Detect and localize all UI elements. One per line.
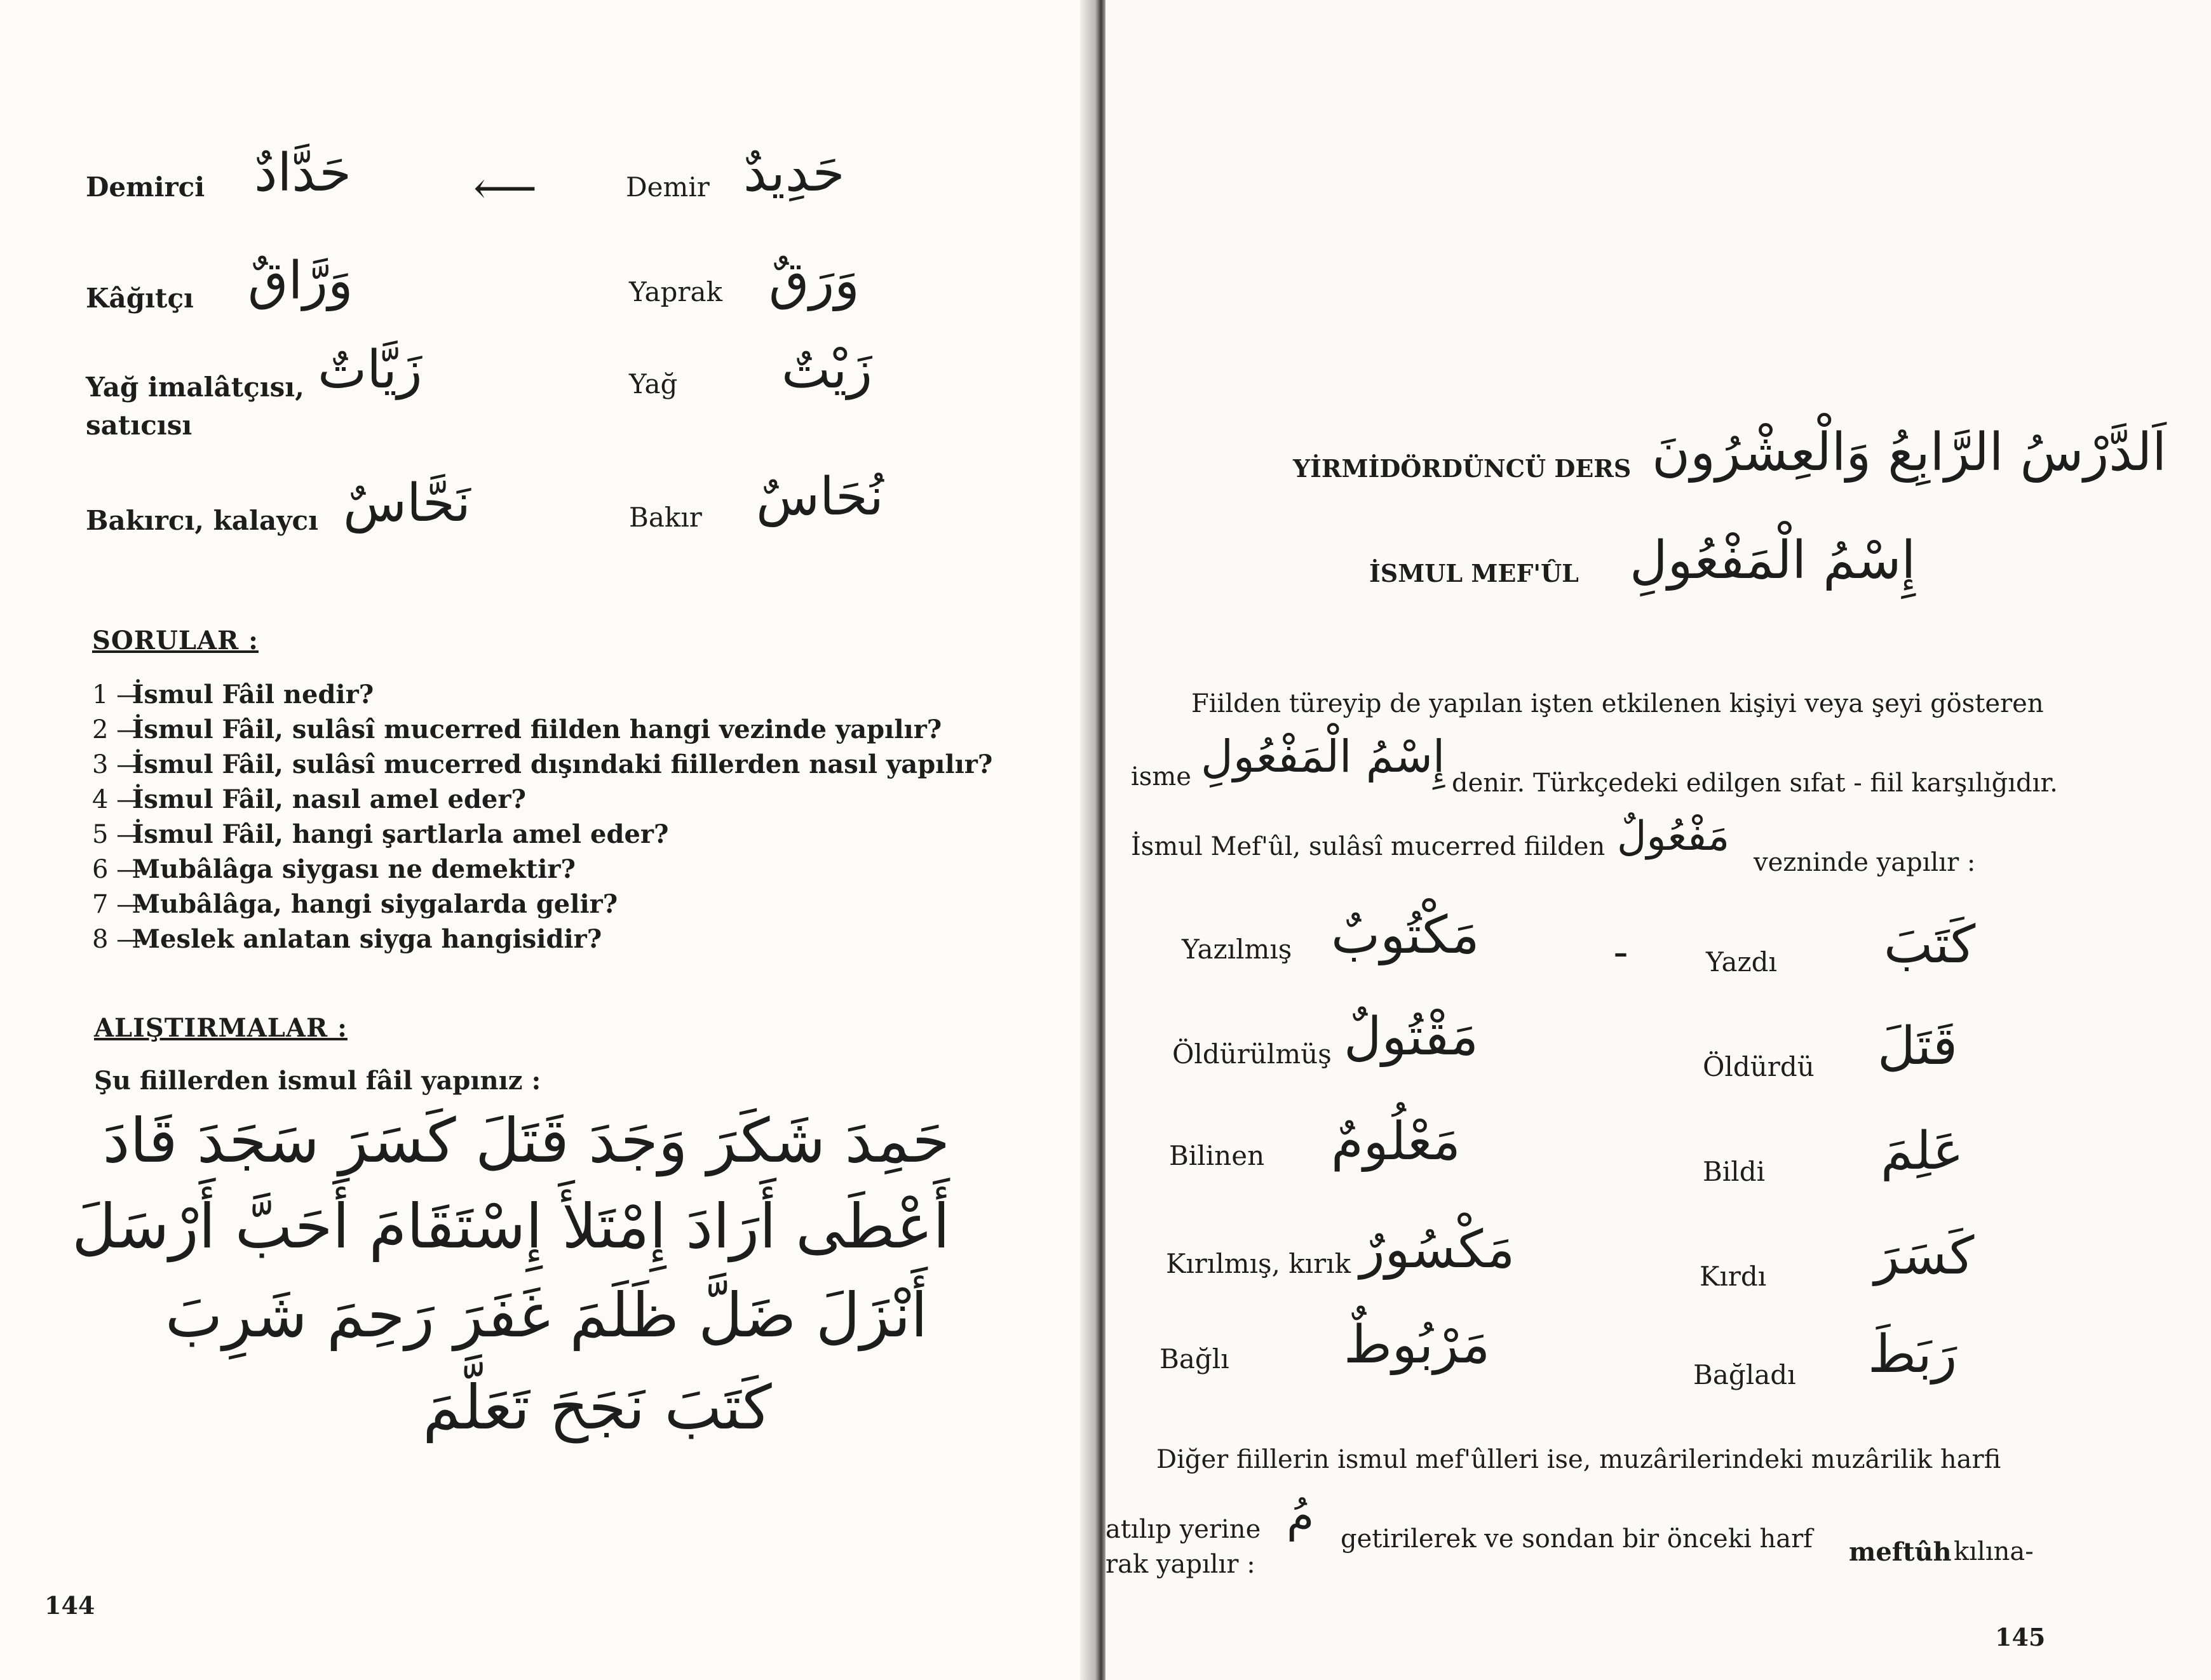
left-page xyxy=(0,0,1086,1680)
outro-line-2a: atılıp yerine xyxy=(1106,1515,1261,1544)
question-number: 8 — xyxy=(92,925,142,954)
example-ar-2: مَقْتُولٌ xyxy=(1344,1007,1479,1067)
intro-line-2-ar: إِسْمُ الْمَفْعُولِ xyxy=(1201,730,1445,783)
vocab-tr-4: Bakırcı, kalaycı xyxy=(86,505,319,536)
exercise-row-2: أَعْطَى أَرَادَ إِمْتَلأَ إِسْتَقَامَ أَحَبَّ أَرْسَلَ xyxy=(72,1191,950,1262)
question-item xyxy=(92,819,668,849)
vocab-base-tr-1: Demir xyxy=(626,171,710,203)
intro-line-3b: vezninde yapılır : xyxy=(1754,848,1976,877)
question-item xyxy=(92,715,942,744)
subject-title: İSMUL MEF'ÛL xyxy=(1369,559,1579,588)
exercise-row-1: حَمِدَ شَكَرَ وَجَدَ قَتَلَ كَسَرَ سَجَدَ قَادَ xyxy=(102,1105,950,1176)
example-ar-1: مَكْتُوبٌ xyxy=(1331,905,1480,965)
example-tr-4: Kırılmış, kırık xyxy=(1166,1248,1351,1279)
vocab-base-tr-2: Yaprak xyxy=(629,276,722,307)
question-item xyxy=(92,889,618,919)
lesson-title: YİRMİDÖRDÜNCÜ DERS xyxy=(1293,454,1632,483)
intro-line-2b: denir. Türkçedeki edilgen sıfat - fiil karşılığıdır. xyxy=(1452,769,2058,798)
question-number: 5 — xyxy=(92,820,142,849)
intro-line-2a: isme xyxy=(1131,762,1191,791)
example-tr-5: Bağlı xyxy=(1160,1343,1229,1374)
example-verb-tr-3: Bildi xyxy=(1703,1156,1766,1187)
vocab-tr-3: Yağ imalâtçısı, xyxy=(86,372,304,403)
example-verb-tr-1: Yazdı xyxy=(1706,946,1777,978)
page-number-right: 145 xyxy=(1995,1623,2046,1651)
example-ar-4: مَكْسُورٌ xyxy=(1360,1220,1515,1280)
vocab-base-tr-4: Bakır xyxy=(629,502,702,533)
question-number: 7 — xyxy=(92,890,142,919)
example-tr-2: Öldürülmüş xyxy=(1172,1038,1332,1070)
vocab-tr-1: Demirci xyxy=(86,171,205,203)
question-text: İsmul Fâil nedir? xyxy=(132,680,374,709)
question-item xyxy=(92,854,576,884)
question-item xyxy=(92,749,992,779)
exercises-heading: ALIŞTIRMALAR : xyxy=(94,1013,348,1043)
outro-line-1: Diğer fiillerin ismul mef'ûlleri ise, muzârilerindeki muzârilik harfi xyxy=(1156,1445,2001,1474)
question-item xyxy=(92,784,526,814)
exercise-row-4: كَتَبَ نَجَحَ تَعَلَّمَ xyxy=(423,1372,772,1443)
question-text: Meslek anlatan siyga hangisidir? xyxy=(132,924,602,954)
question-text: İsmul Fâil, sulâsî mucerred dışındaki fiillerden nasıl yapılır? xyxy=(132,749,993,779)
questions-heading: SORULAR : xyxy=(92,626,259,655)
vocab-ar-3: زَيَّاتٌ xyxy=(318,340,423,400)
vocab-base-ar-1: حَدِيدٌ xyxy=(743,143,845,203)
question-number: 1 — xyxy=(92,680,142,709)
vocab-tr-3b: satıcısı xyxy=(86,410,193,441)
vocab-base-tr-3: Yağ xyxy=(629,368,678,400)
example-verb-tr-4: Kırdı xyxy=(1700,1261,1767,1292)
vocab-ar-1: حَدَّادٌ xyxy=(254,143,352,203)
vocab-base-ar-4: نُحَاسٌ xyxy=(756,467,884,527)
question-text: Mubâlâga, hangi siygalarda gelir? xyxy=(132,889,618,919)
exercise-instruction: Şu fiillerden ismul fâil yapınız : xyxy=(94,1066,541,1096)
question-text: İsmul Fâil, nasıl amel eder? xyxy=(132,784,526,814)
outro-line-3: rak yapılır : xyxy=(1106,1550,1255,1579)
outro-line-2-bold: meftûh xyxy=(1849,1537,1952,1567)
intro-line-3-ar: مَفْعُولٌ xyxy=(1617,813,1730,860)
exercise-row-3: أَنْزَلَ ضَلَّ ظَلَمَ غَفَرَ رَحِمَ شَرِبَ xyxy=(165,1280,928,1351)
example-ar-5: مَرْبُوطٌ xyxy=(1344,1315,1491,1375)
example-tr-3: Bilinen xyxy=(1169,1140,1265,1171)
question-text: Mubâlâga siygası ne demektir? xyxy=(132,854,576,884)
example-verb-ar-4: كَسَرَ xyxy=(1874,1226,1975,1286)
question-text: İsmul Fâil, sulâsî mucerred fiilden hangi vezinde yapılır? xyxy=(132,715,942,744)
right-page xyxy=(1106,0,2211,1680)
vocab-base-ar-2: وَرَقٌ xyxy=(769,251,860,311)
arrow-left-icon: ⟵ xyxy=(473,162,538,214)
lesson-title-ar: اَلدَّرْسُ الرَّابِعُ وَالْعِشْرُونَ xyxy=(1652,422,2167,483)
example-dash: – xyxy=(1614,937,1628,969)
question-number: 3 — xyxy=(92,750,142,779)
subject-title-ar: إِسْمُ الْمَفْعُولِ xyxy=(1630,530,1916,591)
example-verb-tr-2: Öldürdü xyxy=(1703,1051,1815,1082)
question-item xyxy=(92,680,374,709)
example-verb-ar-3: عَلِمَ xyxy=(1881,1121,1964,1181)
vocab-ar-2: وَرَّاقٌ xyxy=(248,251,353,311)
example-verb-ar-2: قَتَلَ xyxy=(1877,1016,1958,1077)
intro-line-3a: İsmul Mef'ûl, sulâsî mucerred fiilden xyxy=(1131,832,1606,861)
question-text: İsmul Fâil, hangi şartlarla amel eder? xyxy=(132,819,669,849)
question-item xyxy=(92,924,602,954)
outro-line-2-ar: مُ xyxy=(1287,1489,1315,1542)
example-verb-ar-1: كَتَبَ xyxy=(1884,915,1976,975)
example-tr-1: Yazılmış xyxy=(1182,934,1292,965)
question-number: 4 — xyxy=(92,785,142,814)
outro-line-2b: getirilerek ve sondan bir önceki harf xyxy=(1341,1524,1813,1554)
vocab-base-ar-3: زَيْتٌ xyxy=(781,340,872,400)
example-verb-tr-5: Bağladı xyxy=(1693,1359,1796,1390)
question-number: 2 — xyxy=(92,715,142,744)
question-number: 6 — xyxy=(92,855,142,884)
example-ar-3: مَعْلُومٌ xyxy=(1331,1112,1461,1172)
vocab-tr-2: Kâğıtçı xyxy=(86,283,194,314)
intro-line-1: Fiilden türeyip de yapılan işten etkilenen kişiyi veya şeyi gösteren xyxy=(1191,689,2044,718)
outro-line-2c: kılına- xyxy=(1954,1537,2034,1566)
vocab-ar-4: نَحَّاسٌ xyxy=(343,473,471,534)
example-verb-ar-5: رَبَطَ xyxy=(1868,1324,1957,1385)
page-number-left: 144 xyxy=(44,1591,95,1620)
